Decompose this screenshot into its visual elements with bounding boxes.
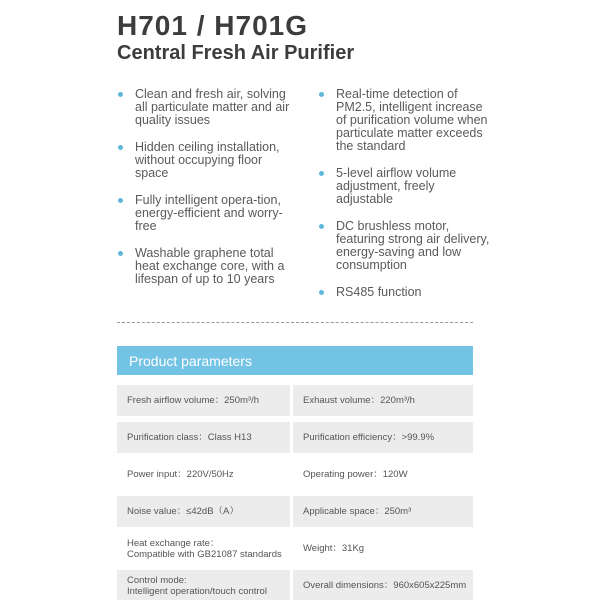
table-row (117, 570, 473, 600)
section-title: Product parameters (129, 353, 252, 369)
feature-item (318, 220, 493, 272)
param-cell: Power input：220V/50Hz (127, 469, 234, 480)
feature-item (318, 286, 493, 299)
feature-item (318, 88, 493, 153)
parameter-table (117, 385, 473, 600)
param-cell: Operating power：120W (303, 469, 408, 480)
feature-text: DC brushless motor, featuring strong air delivery, energy-saving and low consumption (336, 219, 490, 272)
param-cell: Overall dimensions：960x605x225mm (293, 570, 473, 600)
param-cell: Exhaust volume：220m³/h (293, 385, 473, 416)
table-row (117, 533, 473, 564)
table-row (117, 385, 473, 416)
bullet-icon (319, 171, 324, 176)
feature-text: 5-level airflow volume adjustment, freely adjustable (336, 166, 457, 206)
feature-item (117, 247, 292, 286)
bullet-icon (319, 224, 324, 229)
page-subtitle: Central Fresh Air Purifier (117, 42, 355, 64)
feature-item (117, 88, 292, 127)
feature-text: RS485 function (336, 285, 422, 299)
feature-column-right (318, 88, 493, 313)
feature-text: Clean and fresh air, solving all particulate matter and air quality issues (135, 87, 290, 127)
table-row (117, 459, 473, 490)
param-cell: Control mode: Intelligent operation/touch control (117, 570, 290, 600)
feature-item (117, 194, 292, 233)
bullet-icon (118, 145, 123, 150)
dashed-divider (117, 322, 473, 323)
param-cell: Heat exchange rate： Compatible with GB21087 standards (127, 537, 282, 560)
feature-text: Hidden ceiling installation, without occupying floor space (135, 140, 280, 180)
param-cell: Applicable space：250m³ (293, 496, 473, 527)
feature-column-left (117, 88, 292, 300)
param-cell: Weight：31Kg (303, 543, 365, 554)
bullet-icon (319, 290, 324, 295)
bullet-icon (118, 198, 123, 203)
section-header (117, 346, 473, 375)
param-cell: Fresh airflow volume：250m³/h (117, 385, 290, 416)
feature-item (117, 141, 292, 180)
table-row (117, 422, 473, 453)
bullet-icon (118, 92, 123, 97)
bullet-icon (118, 251, 123, 256)
param-cell: Purification class：Class H13 (117, 422, 290, 453)
param-cell: Purification efficiency：>99.9% (293, 422, 473, 453)
table-row (117, 496, 473, 527)
param-cell: Noise value：≤42dB（A） (117, 496, 290, 527)
feature-item (318, 167, 493, 206)
feature-text: Washable graphene total heat exchange core, with a lifespan of up to 10 years (135, 246, 285, 286)
bullet-icon (319, 92, 324, 97)
feature-text: Fully intelligent opera-tion, energy-efficient and worry-free (135, 193, 283, 233)
feature-text: Real-time detection of PM2.5, intelligent increase of purification volume when particulate matter exceeds the standard (336, 87, 488, 153)
page-title: H701 / H701G (117, 10, 308, 41)
